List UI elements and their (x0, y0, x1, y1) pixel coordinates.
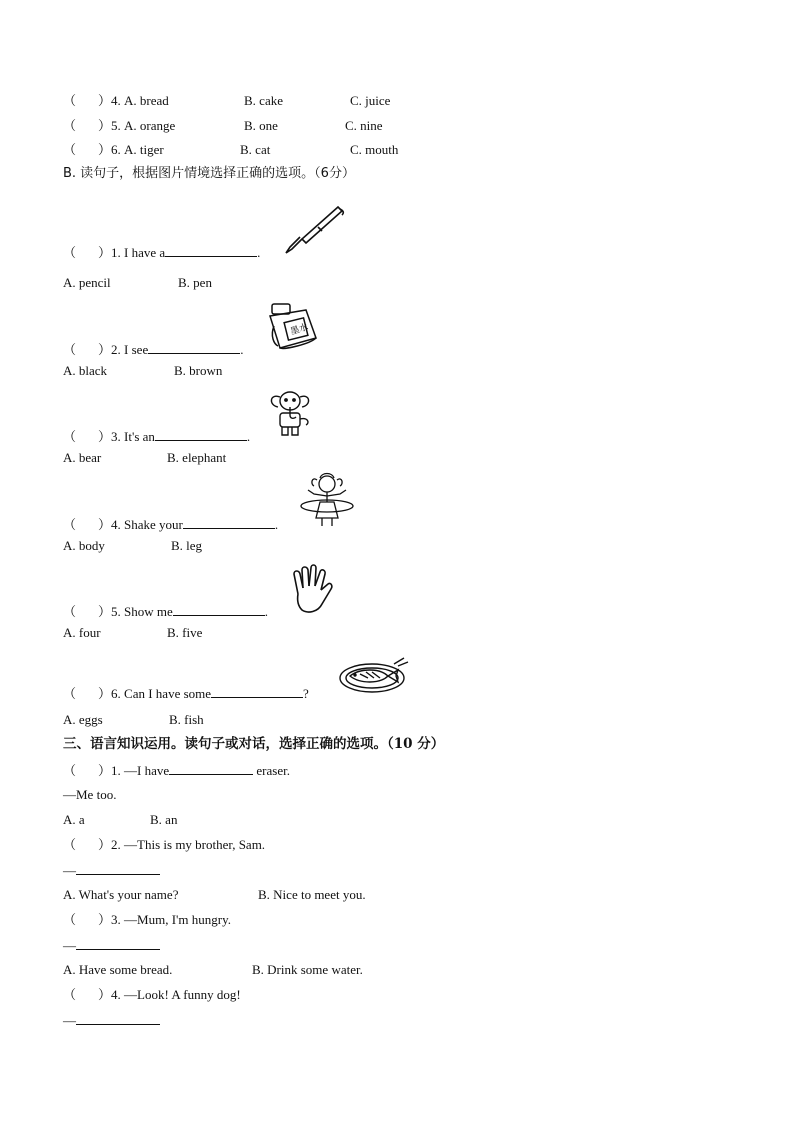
option-a: A. a (63, 812, 85, 827)
option-b: B. pen (178, 275, 212, 290)
hand-icon (288, 564, 334, 620)
option-a: A. four (63, 625, 101, 640)
pen-icon (282, 205, 346, 259)
answer-line: — (63, 1012, 160, 1029)
answer-blank[interactable] (76, 862, 160, 875)
option-c: C. mouth (350, 142, 399, 157)
question-3-1: （ ）1. —I have eraser. (63, 763, 290, 778)
option-b: B. one (244, 118, 278, 133)
option-b: B. Drink some water. (252, 962, 363, 977)
option-b: B. elephant (167, 450, 227, 465)
answer-blank[interactable] (165, 244, 257, 257)
option-c: C. juice (350, 93, 391, 108)
answer-blank[interactable] (211, 685, 303, 698)
answer-blank[interactable] (155, 428, 247, 441)
answer-line: — (63, 937, 160, 954)
reply-line: —Me too. (63, 787, 117, 802)
section-b-title: B. 读句子，根据图片情境选择正确的选项。（6分） (63, 166, 355, 181)
question-a5: （ ）5. A. orange (63, 118, 176, 133)
fish-plate-icon (338, 656, 410, 700)
option-a: A. bear (63, 450, 102, 465)
question-3-3: （ ）3. —Mum, I'm hungry. (63, 912, 231, 927)
question-3-2: （ ）2. —This is my brother, Sam. (63, 837, 266, 852)
answer-blank[interactable] (173, 603, 265, 616)
question-b6: （ ）6. Can I have some ? (63, 686, 309, 701)
dancing-girl-icon (298, 472, 356, 532)
answer-blank[interactable] (76, 1012, 160, 1025)
question-b3: （ ）3. It's an . (63, 429, 251, 444)
option-b: B. leg (171, 538, 203, 553)
question-b5: （ ）5. Show me . (63, 604, 269, 619)
option-b: B. brown (174, 363, 223, 378)
svg-text:墨水: 墨水 (289, 322, 310, 338)
question-b4: （ ）4. Shake your . (63, 517, 279, 532)
option-a: A. body (63, 538, 105, 553)
elephant-icon (266, 387, 316, 443)
answer-blank[interactable] (76, 937, 160, 950)
option-b: B. five (167, 625, 203, 640)
question-a4: （ ）4. A. bread (63, 93, 169, 108)
question-a6: （ ）6. A. tiger (63, 142, 164, 157)
option-b: B. an (150, 812, 178, 827)
option-a: A. pencil (63, 275, 111, 290)
section-3-title: 三、语言知识运用。读句子或对话，选择正确的选项。（10 分） (63, 736, 445, 752)
ink-bottle-icon (266, 300, 320, 356)
option-c: C. nine (345, 118, 383, 133)
answer-blank[interactable] (183, 516, 275, 529)
option-a: A. Have some bread. (63, 962, 173, 977)
option-b: B. Nice to meet you. (258, 887, 366, 902)
answer-line: — (63, 862, 160, 879)
option-b: B. fish (169, 712, 204, 727)
option-b: B. cake (244, 93, 283, 108)
option-a: A. What's your name? (63, 887, 179, 902)
answer-blank[interactable] (148, 341, 240, 354)
question-3-4: （ ）4. —Look! A funny dog! (63, 987, 241, 1002)
option-b: B. cat (240, 142, 271, 157)
answer-blank[interactable] (169, 762, 253, 775)
option-a: A. eggs (63, 712, 103, 727)
option-a: A. black (63, 363, 108, 378)
question-b1: （ ）1. I have a . (63, 245, 261, 260)
question-b2: （ ）2. I see . (63, 342, 244, 357)
